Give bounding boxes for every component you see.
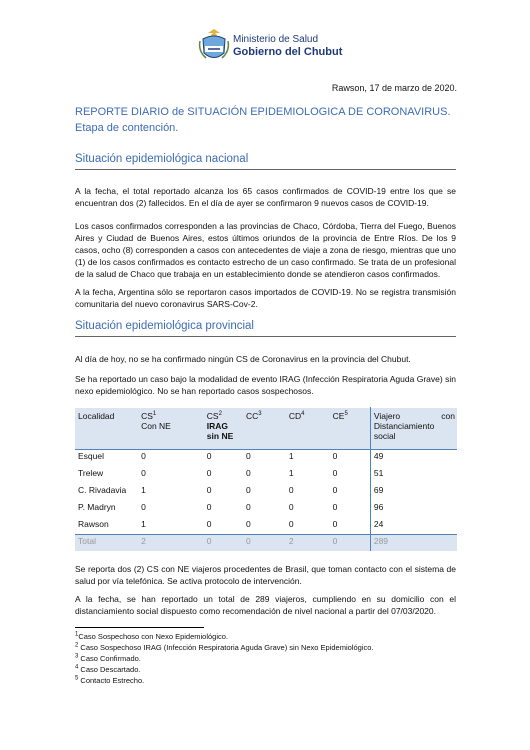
document-date: Rawson, 17 de marzo de 2020.: [331, 83, 457, 93]
chubut-coat-of-arms-icon: [197, 27, 231, 65]
ministry-name: Ministerio de Salud: [233, 34, 319, 45]
national-paragraph-3: A la fecha, Argentina sólo se reportaron casos importados de COVID-19. No se registra transmisión comunitaria del nuevo coronavirus SARS-Cov-2.: [75, 287, 456, 309]
header-cc: $CC^3$: [243, 408, 286, 450]
provincial-section-heading: Situación epidemiológica provincial: [75, 320, 254, 332]
footnotes: [75, 631, 374, 686]
footnote-item: $^5$ Contacto Estrecho.: [75, 675, 145, 685]
header-cs1: $CS^1$ Con NE: [138, 408, 204, 450]
government-name: Gobierno del Chubut: [233, 46, 343, 58]
header-cs2: $CS^2$ IRAG sin NE: [204, 408, 243, 450]
cases-table: [75, 407, 457, 551]
table-row: Rawson 1 0 0 0 0 24: [75, 518, 457, 535]
table-row: Trelew 0 0 0 1 0 51: [75, 467, 457, 484]
header-viajero: Viajero con Distanciamiento social: [370, 408, 457, 450]
document-title: REPORTE DIARIO de SITUACIÓN EPIDEMIOLOGICA DE CORONAVIRUS. Etapa de contención.: [75, 106, 451, 134]
provincial-heading-rule: [75, 336, 456, 337]
national-paragraph-2: Los casos confirmados corresponden a las provincias de Chaco, Córdoba, Tierra del Fuego, Buenos Aires y Ciudad de Buenos Aires, estos últimos oriundos de la provincia de Entre Ríos. De los 9 casos, ocho (8) corresponden a casos con antecedentes de viaje a zona de riesgo, mientras que uno (1) de los casos confirmados es contacto estrecho de un caso confirmado. Se trata de un profesional de la salud de Chaco que trabaja en un establecimiento donde se atendieron casos confirmados.: [75, 221, 456, 279]
footnote-divider: [75, 627, 204, 628]
national-section-heading: Situación epidemiológica nacional: [75, 153, 249, 165]
footnote-item: $^1$Caso Sospechoso con Nexo Epidemiológico.: [75, 631, 229, 641]
after-table-paragraph-2: A la fecha, se han reportado un total de 289 viajeros, cumpliendo en su domicilio con el distanciamiento social dispuesto como recomendación de nivel nacional a partir del 07/03/2020.: [75, 594, 456, 616]
national-heading-rule: [75, 169, 456, 170]
footnote-item: $^4$ Caso Descartado.: [75, 664, 141, 674]
after-table-paragraph-1: Se reporta dos (2) CS con NE viajeros procedentes de Brasil, que toman contacto con el sistema de salud por vía telefónica. Se activa protocolo de intervención.: [75, 564, 456, 586]
provincial-paragraph-1: Al día de hoy, no se ha confirmado ningún CS de Coronavirus en la provincia del Chubut.: [75, 354, 411, 364]
footnote-item: $^2$ Caso Sospechoso IRAG (Infección Respiratoria Aguda Grave) sin Nexo Epidemiológico.: [75, 642, 374, 652]
header: [197, 27, 357, 67]
table-row: C. Rivadavia 1 0 0 0 0 69: [75, 484, 457, 501]
provincial-paragraph-2: Se ha reportado un caso bajo la modalidad de evento IRAG (Infección Respiratoria Aguda Grave) sin nexo epidemiológico. No se han reportado casos sospechosos.: [75, 374, 456, 396]
table-header-row: [75, 408, 457, 450]
header-localidad: Localidad: [75, 408, 138, 450]
table-total-row: Total 2 0 0 2 0 289: [75, 535, 457, 552]
table-row: Esquel 0 0 0 1 0 49: [75, 450, 457, 467]
footnote-item: $^3$ Caso Confirmado.: [75, 653, 141, 663]
header-cd: $CD^4$: [286, 408, 330, 450]
table-row: P. Madryn 0 0 0 0 0 96: [75, 501, 457, 518]
national-paragraph-1: A la fecha, el total reportado alcanza los 65 casos confirmados de COVID-19 entre los que se encuentran dos (2) fallecidos. En el día de ayer se confirmaron 9 nuevos casos de COVID-19.: [75, 186, 456, 208]
header-ce: $CE^5$: [330, 408, 371, 450]
